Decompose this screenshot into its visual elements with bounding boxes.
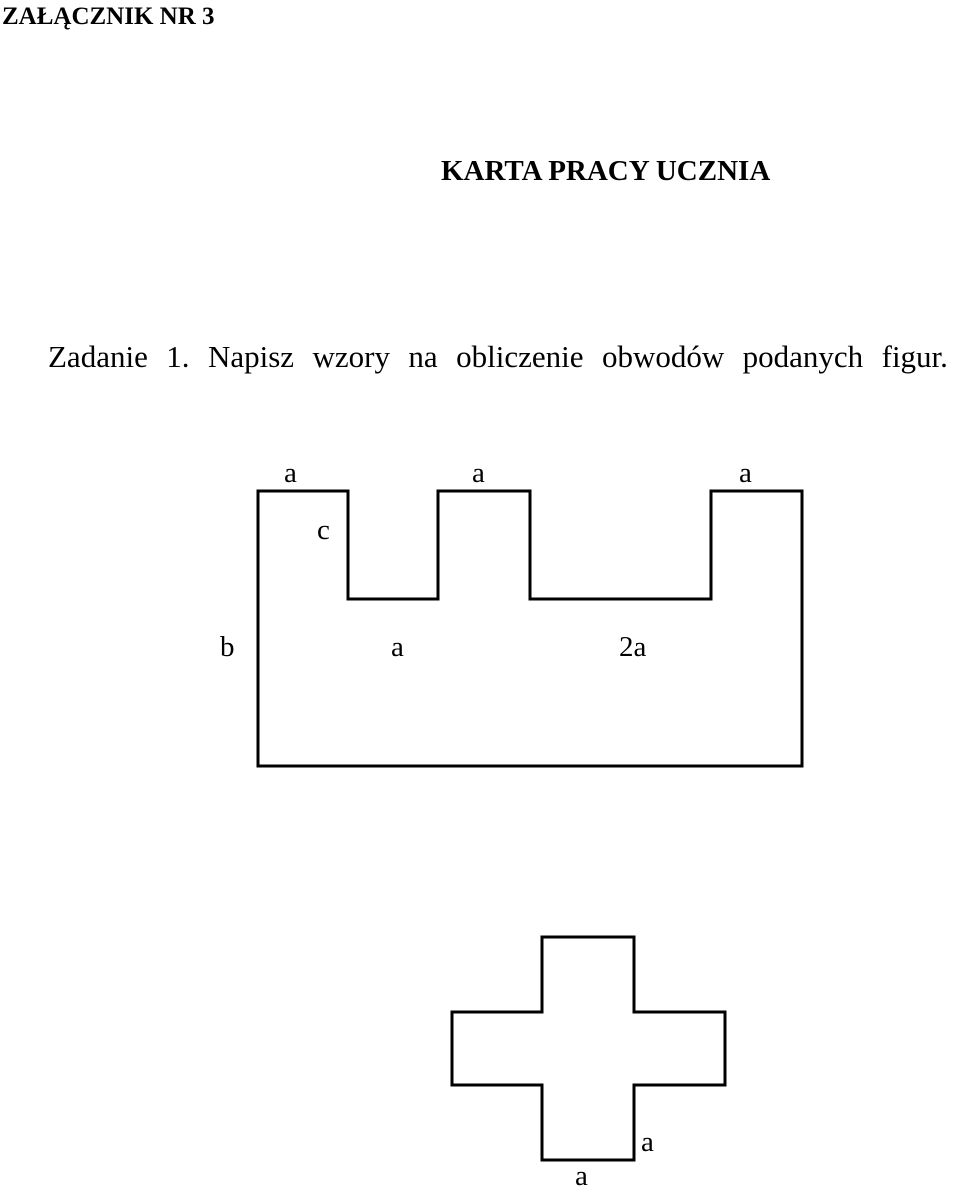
label-bottom-a: a bbox=[575, 1160, 588, 1192]
task-word: wzory bbox=[312, 339, 390, 374]
label-2a: 2a bbox=[619, 631, 647, 663]
page-title: KARTA PRACY UCZNIA bbox=[441, 155, 771, 187]
cross-outline bbox=[452, 937, 725, 1160]
task-word: podanych bbox=[742, 339, 864, 374]
task-word: obliczenie bbox=[456, 339, 584, 374]
label-top-a: a bbox=[284, 457, 297, 489]
task-word: obwodów bbox=[601, 339, 725, 374]
label-b: b bbox=[220, 631, 235, 663]
task-word: figur. bbox=[881, 339, 948, 374]
task-word: 1. bbox=[166, 339, 190, 374]
label-side-a: a bbox=[641, 1126, 654, 1158]
label-top-a: a bbox=[472, 457, 485, 489]
figure-cross bbox=[452, 937, 725, 1160]
label-mid-a: a bbox=[391, 631, 404, 663]
attachment-number: ZAŁĄCZNIK NR 3 bbox=[2, 3, 215, 30]
figure-castle bbox=[258, 491, 802, 766]
task-word: Napisz bbox=[207, 339, 295, 374]
label-c: c bbox=[317, 514, 330, 546]
castle-outline bbox=[258, 491, 802, 766]
task-word: Zadanie bbox=[48, 339, 148, 374]
task-word: na bbox=[408, 339, 438, 374]
label-top-a: a bbox=[739, 457, 752, 489]
